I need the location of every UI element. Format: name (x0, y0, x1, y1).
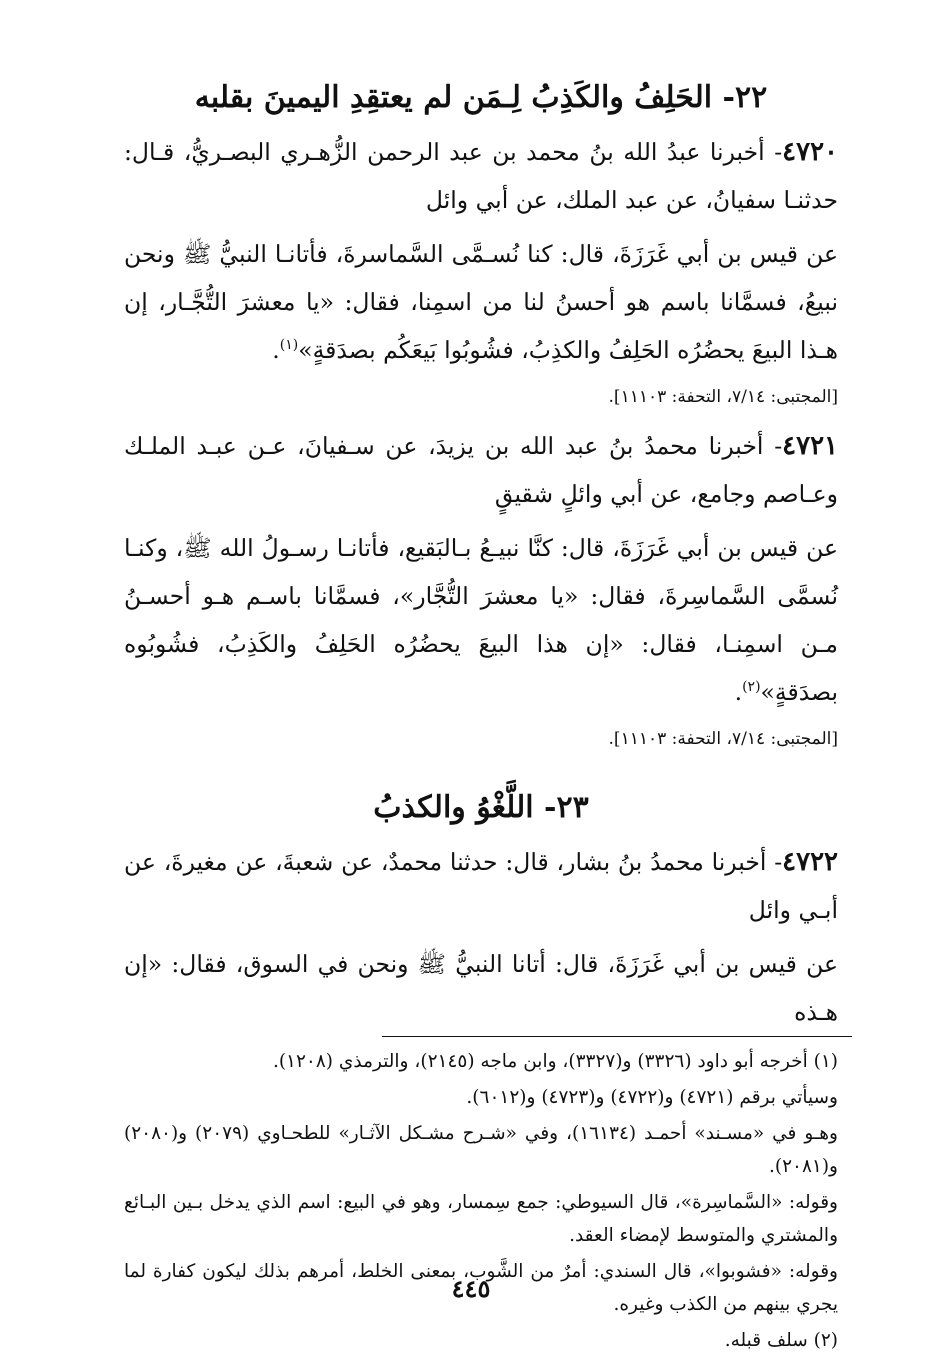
footnote-mark: (١) (279, 337, 299, 354)
matn-text: عن قيس بن أبي غَرَزَةَ، قال: كنَّا نبيـعُ بـالبَقيع، فأتانـا رسـولُ الله ﷺ، وكنـا نُسمَّى السَّماسِرةَ، فقال: «يا معشرَ التُّجَّار»، فسمَّانا باسـم هـو أحسـنُ مـن اسمِنـا، فقال: «إن هذا البيعَ يحضُرُه الحَلِفُ والكَذِبُ، فشُوبُوه بصدَقةٍ» (124, 534, 838, 706)
isnad-text: - أخبرنا محمدُ بنُ بشار، قال: حدثنا محمدٌ، عن شعبةَ، عن مغيرةَ، عن أبـي وائل (124, 848, 838, 924)
hadith-number: ٤٧٢٠ (782, 137, 838, 167)
hadith-4720-matn: عن قيس بن أبي غَرَزَةَ، قال: كنا نُسـمَّى السَّماسرةَ، فأتانـا النبيُّ ﷺ ونحن نبيعُ، فسمَّانا باسم هو أحسنُ لنا من اسمِنا، فقال: «يا معشرَ التُّجَّـار، إن هـذا البيعَ يحضُرُه الحَلِفُ والكذِبُ، فشُوبُوا بَيعَكُم بصدَقةٍ»$^{(١)}$. (124, 240, 838, 364)
hadith-4721-matn: عن قيس بن أبي غَرَزَةَ، قال: كنَّا نبيـعُ بـالبَقيع، فأتانـا رسـولُ الله ﷺ، وكنـا نُسمَّى السَّماسِرةَ، فقال: «يا معشرَ التُّجَّار»، فسمَّانا باسـم هـو أحسـنُ مـن اسمِنـا، فقال: «إن هذا البيعَ يحضُرُه الحَلِفُ والكَذِبُ، فشُوبُوه بصدَقةٍ»$^{(٢)}$. (124, 534, 838, 706)
hadith-4720-chain (124, 128, 838, 224)
chapter-heading-23: ٢٣- اللَّغْوُ والكذبُ (373, 790, 589, 825)
footnote: وهـو في «مسـند» أحمـد (١٦١٣٤)، وفي «شـرح مشـكل الآثـار» للطحـاوي (٢٠٧٩) و(٢٠٨٠) و(٢٠٨١). (124, 1123, 838, 1177)
page-number: ٤٤٥ (451, 1274, 491, 1303)
footnotes (124, 1045, 838, 1357)
footnote: وسيأتي برقم (٤٧٢١) و(٤٧٢٢) و(٤٧٢٣) و(٦٠١٢). (466, 1087, 838, 1108)
hadith-4722-chain (124, 838, 838, 934)
footnote-mark: (٢) (742, 679, 761, 696)
hadith-number: ٤٧٢٢ (782, 847, 838, 877)
footnote: (١) أخرجه أبو داود (٣٣٢٦) و(٣٣٢٧)، وابن ماجه (٢١٤٥)، والترمذي (١٢٠٨). (272, 1051, 838, 1072)
isnad-text: - أخبرنا محمدُ بنُ عبد الله بن يزيدَ، عن سـفيانَ، عـن عبـد الملـك وعـاصم وجامع، عن أبي وائلٍ شقيقٍ (124, 432, 838, 508)
hadith-4721-chain (124, 422, 838, 518)
footnote-separator (382, 1036, 852, 1037)
hadith-4721-reference: [المجتبى: ٧/١٤، التحفة: ١١١٠٣]. (608, 729, 838, 749)
hadith-4722-matn (124, 940, 838, 1036)
isnad-text: - أخبرنا عبدُ الله بنُ محمد بن عبد الرحمن الزُّهـري البصـريُّ، قـال: حدثنـا سفيانُ، عن عبد الملك، عن أبي وائل (124, 138, 838, 214)
matn-text: عن قيس بن أبي غَرَزَةَ، قال: كنا نُسـمَّى السَّماسرةَ، فأتانـا النبيُّ ﷺ ونحن نبيعُ، فسمَّانا باسم هو أحسنُ لنا من اسمِنا، فقال: «يا معشرَ التُّجَّـار، إن هـذا البيعَ يحضُرُه الحَلِفُ والكذِبُ، فشُوبُوا بَيعَكُم بصدَقةٍ» (124, 240, 838, 364)
footnote: وقوله: «السَّماسِرة»، قال السيوطي: جمع سِمسار، وهو في البيع: اسم الذي يدخل بـين البـائع والمشتري والمتوسط لإمضاء العقد. (124, 1192, 838, 1246)
chapter-heading-22: ٢٢- الحَلِفُ والكَذِبُ لِـمَن لم يعتقِدِ اليمينَ بقلبه (194, 80, 768, 115)
footnote: (٢) سلف قبله. (724, 1330, 838, 1351)
matn-text: عن قيس بن أبي غَرَزَةَ، قال: أتانا النبيُّ ﷺ ونحن في السوق، فقال: «إن هـذه (124, 950, 838, 1026)
hadith-4720-reference: [المجتبى: ٧/١٤، التحفة: ١١١٠٣]. (608, 387, 838, 407)
hadith-number: ٤٧٢١ (782, 431, 838, 461)
footnote: وقوله: «فشوبوا»، قال السندي: أمرٌ من الشَّوب، بمعنى الخلط، أمرهم بذلك ليكون كفارة لما يجري بينهم من الكذب وغيره. (124, 1261, 838, 1315)
